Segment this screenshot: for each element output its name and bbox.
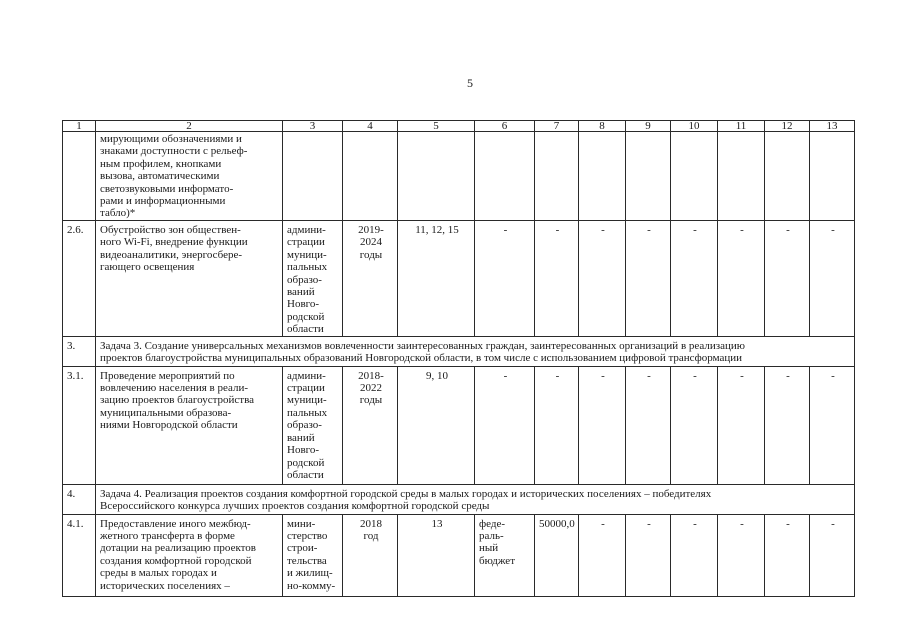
period-cell: 2018 год (343, 514, 398, 596)
column-number: 12 (765, 121, 810, 132)
row-number-cell: 3. (63, 336, 96, 366)
table-row (63, 132, 855, 221)
value-cell: - (626, 366, 671, 484)
value-cell: - (535, 221, 579, 337)
column-number: 8 (579, 121, 626, 132)
column-number: 10 (671, 121, 718, 132)
row-number-cell: 4. (63, 484, 96, 514)
row-number-cell: 2.6. (63, 221, 96, 337)
executor-cell: админи- страции муници- пальных образо- ваний Новго- родской области (283, 221, 343, 337)
value-cell: - (671, 514, 718, 596)
program-table (62, 120, 855, 597)
value-cell (579, 132, 626, 221)
period-cell (343, 132, 398, 221)
value-cell: - (626, 514, 671, 596)
funding-source-cell: - (475, 366, 535, 484)
value-cell: - (810, 221, 855, 337)
indicator-cell: 9, 10 (398, 366, 475, 484)
funding-source-cell (475, 132, 535, 221)
column-number: 4 (343, 121, 398, 132)
task-title-cell: Задача 4. Реализация проектов создания комфортной городской среды в малых городах и исторических поселениях – победителях Всероссийского конкурса лучших проектов создания комфортной городской среды (96, 484, 855, 514)
value-cell: - (718, 366, 765, 484)
executor-cell (283, 132, 343, 221)
value-cell: - (671, 221, 718, 337)
task-row (63, 336, 855, 366)
column-number: 3 (283, 121, 343, 132)
column-number: 2 (96, 121, 283, 132)
value-cell (718, 132, 765, 221)
indicator-cell: 11, 12, 15 (398, 221, 475, 337)
table-row (63, 221, 855, 337)
activity-name-cell: Обустройство зон обществен- ного Wi-Fi, внедрение функции видеоаналитики, энергосбере- гающего освещения (96, 221, 283, 337)
table-row (63, 366, 855, 484)
activity-name-cell: Предоставление иного межбюд- жетного трансферта в форме дотации на реализацию проектов создания комфортной городской среды в малых городах и исторических поселениях – (96, 514, 283, 596)
value-cell: - (718, 221, 765, 337)
activity-name-cell: Проведение мероприятий по вовлечению населения в реали- зацию проектов благоустройства муниципальными образова- ниями Новгородской области (96, 366, 283, 484)
value-cell (535, 132, 579, 221)
column-number: 5 (398, 121, 475, 132)
value-cell: - (579, 221, 626, 337)
value-cell: - (535, 366, 579, 484)
row-number-cell (63, 132, 96, 221)
funding-source-cell: феде- раль- ный бюджет (475, 514, 535, 596)
column-number: 6 (475, 121, 535, 132)
column-number: 13 (810, 121, 855, 132)
executor-cell: админи- страции муници- пальных образо- ваний Новго- родской области (283, 366, 343, 484)
value-cell (671, 132, 718, 221)
executor-cell: мини- стерство строи- тельства и жилищ- но-комму- (283, 514, 343, 596)
value-cell: - (810, 514, 855, 596)
table-row (63, 514, 855, 596)
value-cell: 50000,0 (535, 514, 579, 596)
value-cell: - (765, 514, 810, 596)
value-cell (765, 132, 810, 221)
funding-source-cell: - (475, 221, 535, 337)
value-cell: - (671, 366, 718, 484)
period-cell: 2018- 2022 годы (343, 366, 398, 484)
value-cell: - (765, 221, 810, 337)
value-cell: - (579, 514, 626, 596)
task-title-cell: Задача 3. Создание универсальных механизмов вовлеченности заинтересованных граждан, заинтересованных организаций в реализацию проектов благоустройства муниципальных образований Новгородской области, в том числе с использованием цифровой трансформации (96, 336, 855, 366)
column-number: 9 (626, 121, 671, 132)
value-cell (810, 132, 855, 221)
task-row (63, 484, 855, 514)
row-number-cell: 4.1. (63, 514, 96, 596)
value-cell: - (626, 221, 671, 337)
row-number-cell: 3.1. (63, 366, 96, 484)
value-cell (626, 132, 671, 221)
value-cell: - (765, 366, 810, 484)
indicator-cell (398, 132, 475, 221)
column-number: 7 (535, 121, 579, 132)
value-cell: - (579, 366, 626, 484)
activity-name-cell: мирующими обозначениями и знаками доступности с рельеф- ным профилем, кнопками вызова, автоматическими светозвуковыми информато- рами и информационными табло)* (96, 132, 283, 221)
column-number: 1 (63, 121, 96, 132)
period-cell: 2019- 2024 годы (343, 221, 398, 337)
indicator-cell: 13 (398, 514, 475, 596)
column-number: 11 (718, 121, 765, 132)
page-number: 5 (467, 76, 473, 90)
value-cell: - (718, 514, 765, 596)
value-cell: - (810, 366, 855, 484)
column-number-row (63, 121, 855, 132)
